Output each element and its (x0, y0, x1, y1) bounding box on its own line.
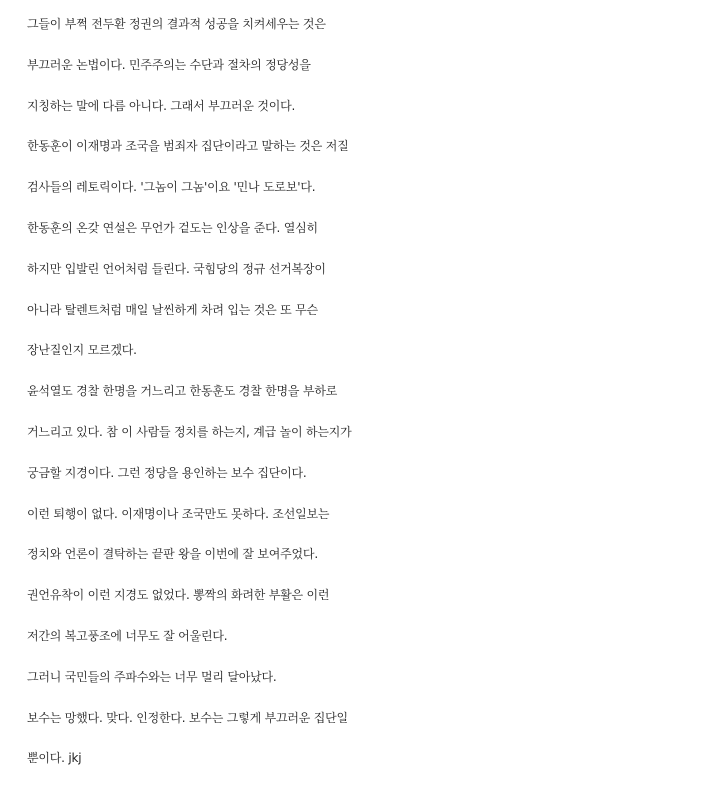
text-line: 부끄러운 논법이다. 민주주의는 수단과 절차의 정당성을 (27, 57, 311, 72)
text-line: 한동훈이 이재명과 조국을 범죄자 집단이라고 말하는 것은 저질 (27, 139, 349, 154)
text-line: 윤석열도 경찰 한명을 거느리고 한동훈도 경찰 한명을 부하로 (27, 384, 338, 399)
text-line: 검사들의 레토릭이다. '그놈이 그놈'이요 '민나 도로보'다. (27, 180, 316, 195)
text-line: 저간의 복고풍조에 너무도 잘 어울린다. (27, 628, 228, 643)
text-line: 거느리고 있다. 참 이 사람들 정치를 하는지, 계급 놀이 하는지가 (27, 424, 352, 439)
text-line: 지칭하는 말에 다름 아니다. 그래서 부끄러운 것이다. (27, 98, 296, 113)
text-line: 궁금할 지경이다. 그런 정당을 용인하는 보수 집단이다. (27, 465, 307, 480)
text-line: 뿐이다. jkj (27, 751, 82, 766)
text-line: 이런 퇴행이 없다. 이재명이나 조국만도 못하다. 조선일보는 (27, 506, 330, 521)
text-line: 장난질인지 모르겠다. (27, 343, 137, 358)
text-line: 그러니 국민들의 주파수와는 너무 멀리 달아났다. (27, 669, 277, 684)
text-line: 보수는 망했다. 맞다. 인정한다. 보수는 그렇게 부끄러운 집단일 (27, 710, 348, 725)
text-line: 권언유착이 이런 지경도 없었다. 뽕짝의 화려한 부활은 이런 (27, 588, 330, 603)
text-line: 하지만 입발린 언어처럼 들린다. 국힘당의 정규 선거복장이 (27, 261, 326, 276)
text-line: 아니라 탈렌트처럼 매일 날씬하게 차려 입는 것은 또 무슨 (27, 302, 318, 317)
text-line: 정치와 언론이 결탁하는 끝판 왕을 이번에 잘 보여주었다. (27, 547, 318, 562)
text-line: 한동훈의 온갖 연설은 무언가 겉도는 인상을 준다. 열심히 (27, 220, 318, 235)
text-line: 그들이 부쩍 전두환 정권의 결과적 성공을 치켜세우는 것은 (27, 17, 326, 31)
